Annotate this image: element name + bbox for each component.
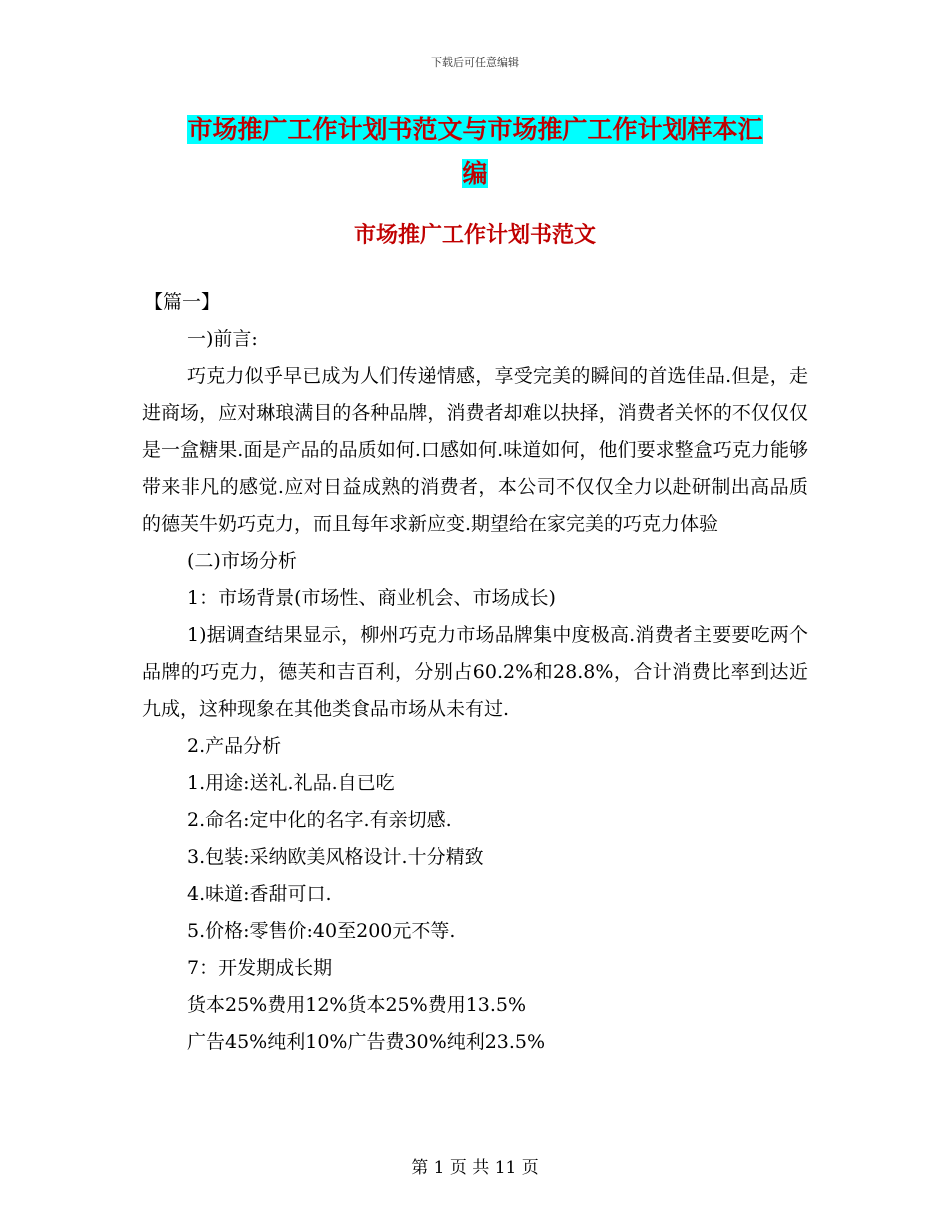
paragraph: 【篇一】 [144,291,221,313]
page-number: 第 1 页 共 11 页 [411,1158,539,1178]
document-title-line-2: 编 [462,159,488,188]
paragraph: 2.产品分析 [187,735,282,757]
paragraph: 一)前言: [187,328,258,350]
paragraph: 4.味道:香甜可口. [187,883,332,905]
paragraph: 广告45%纯利10%广告费30%纯利23.5% [187,1031,546,1053]
paragraph: 7：开发期成长期 [187,957,333,979]
paragraph: 1.用途:送礼.礼品.自已吃 [187,772,395,794]
document-body [142,284,808,1061]
document-title [140,108,810,196]
paragraph: 2.命名:定中化的名字.有亲切感. [187,809,452,831]
paragraph: 1)据调查结果显示，柳州巧克力市场品牌集中度极高.消费者主要要吃两个品牌的巧克力，德芙和吉百利，分别占60.2%和28.8%，合计消费比率到达近九成，这种现象在其他类食品市场从未有过. [142,624,808,720]
page-header-note: 下载后可任意编辑 [431,56,519,69]
paragraph: 3.包装:采纳欧美风格设计.十分精致 [187,846,484,868]
paragraph: 1：市场背景(市场性、商业机会、市场成长) [187,587,556,609]
paragraph: 5.价格:零售价:40至200元不等. [187,920,456,942]
paragraph: 货本25%费用12%货本25%费用13.5% [187,994,527,1016]
document-title-line-1: 市场推广工作计划书范文与市场推广工作计划样本汇 [187,115,763,144]
section-title: 市场推广工作计划书范文 [353,223,596,248]
paragraph: (二)市场分析 [187,550,297,572]
paragraph: 巧克力似乎早已成为人们传递情感，享受完美的瞬间的首选佳品.但是，走进商场，应对琳琅满目的各种品牌，消费者却难以抉择，消费者关怀的不仅仅仅是一盒糖果.面是产品的品质如何.口感如何.味道如何，他们要求整盒巧克力能够带来非凡的感觉.应对日益成熟的消费者，本公司不仅仅全力以赴研制出高品质的德芙牛奶巧克力，而且每年求新应变.期望给在家完美的巧克力体验 [142,365,808,535]
